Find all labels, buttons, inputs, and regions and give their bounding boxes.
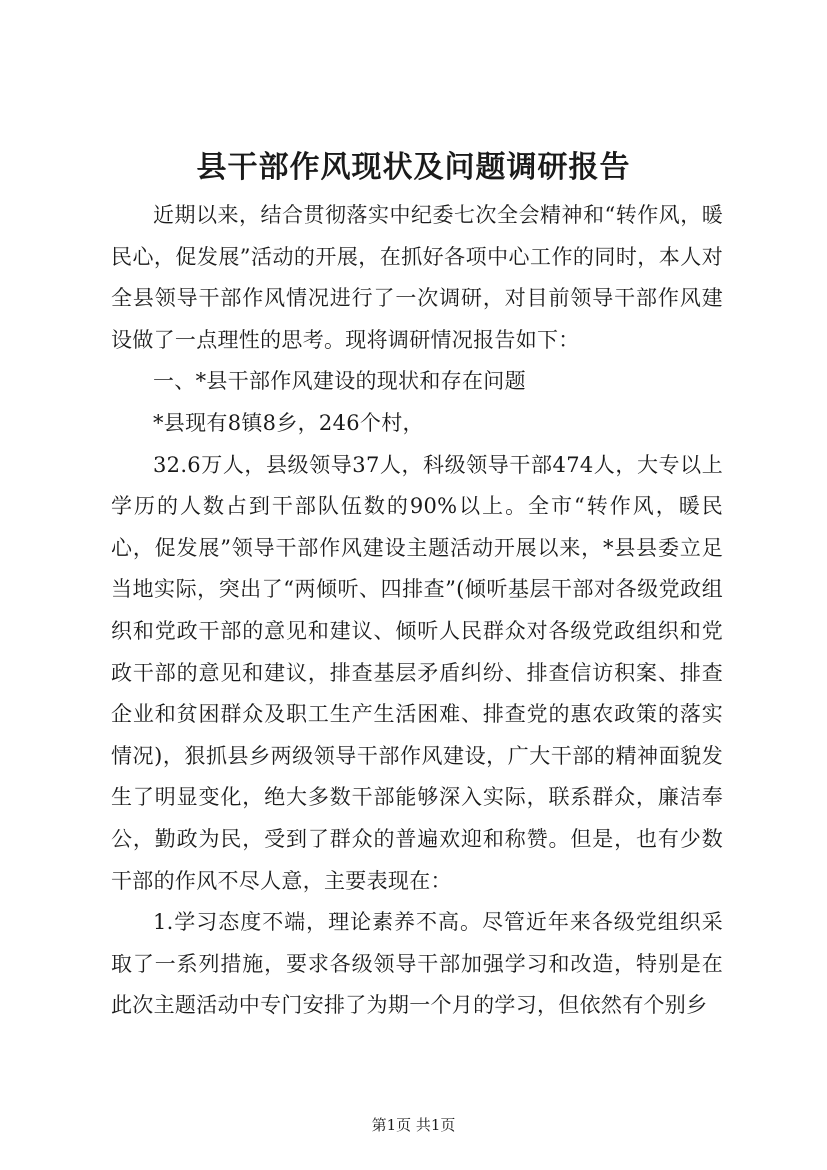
page-footer: 第1页 共1页 — [371, 1116, 456, 1134]
paragraph-county-overview: *县现有8镇8乡，246个村， — [153, 410, 424, 435]
paragraph-item-1: 1.学习态度不端，理论素养不高。尽管近年来各级党组织采取了一系列措施，要求各级领导干部加强学习和改造，特别是在此次主题活动中专门安排了为期一个月的学习，但依然有个别乡 — [111, 910, 723, 1018]
document-title: 县干部作风现状及问题调研报告 — [196, 150, 631, 185]
paragraph-intro: 近期以来，结合贯彻落实中纪委七次全会精神和“转作风，暖民心，促发展”活动的开展，在抓好各项中心工作的同时，本人对全县领导干部作风情况进行了一次调研，对目前领导干部作风建设做了一点理性的思考。现将调研情况报告如下： — [111, 203, 723, 352]
section-heading-1: 一、*县干部作风建设的现状和存在问题 — [153, 369, 526, 394]
document-body — [111, 195, 723, 1027]
paragraph-cadre-status: 32.6万人，县级领导37人，科级领导干部474人，大专以上学历的人数占到干部队伍数的90%以上。全市“转作风，暖民心，促发展”领导干部作风建设主题活动开展以来，*县县委立足当地实际，突出了“两倾听、四排查”(倾听基层干部对各级党政组织和党政干部的意见和建议、倾听人民群众对各级党政组织和党政干部的意见和建议，排查基层矛盾纠纷、排查信访积案、排查企业和贫困群众及职工生产生活困难、排查党的惠农政策的落实情况)，狠抓县乡两级领导干部作风建设，广大干部的精神面貌发生了明显变化，绝大多数干部能够深入实际，联系群众，廉洁奉公，勤政为民，受到了群众的普遍欢迎和称赞。但是，也有少数干部的作风不尽人意，主要表现在： — [111, 452, 723, 893]
